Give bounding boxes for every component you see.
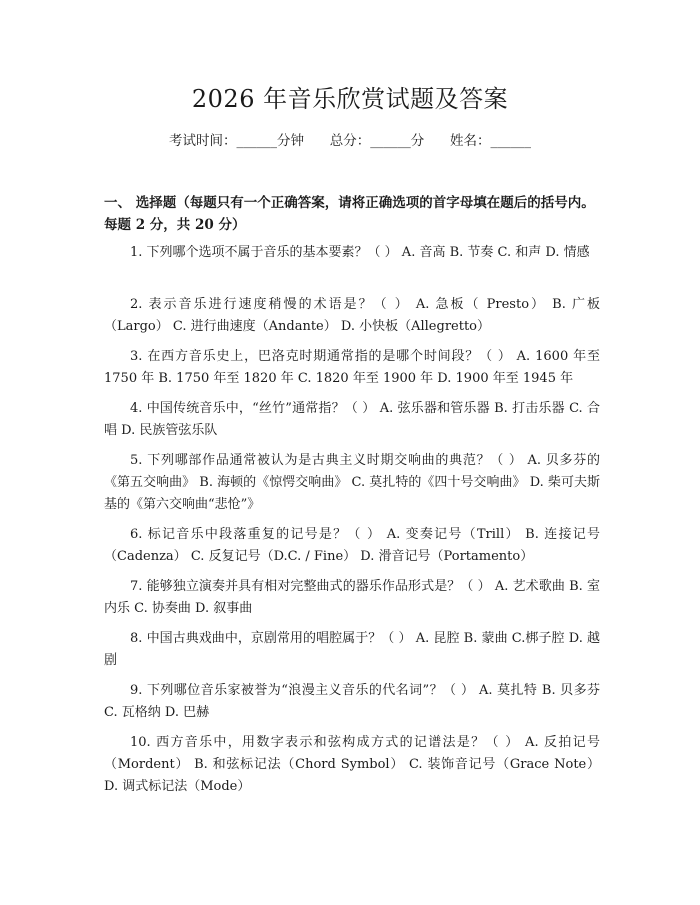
question-3: 3. 在西方音乐史上，巴洛克时期通常指的是哪个时间段？（ ） A. 1600 年至 1750 年 B. 1750 年至 1820 年 C. 1820 年至 1900 年 D. 1900 年至 1945 年 [104,349,600,386]
question-9: 9. 下列哪位音乐家被誉为“浪漫主义音乐的代名词”？（ ） A. 莫扎特 B. 贝多芬 C. 瓦格纳 D. 巴赫 [104,683,600,720]
question-4: 4. 中国传统音乐中，“丝竹”通常指？（ ） A. 弦乐器和管乐器 B. 打击乐器 C. 合唱 D. 民族管弦乐队 [104,401,600,438]
question-2: 2. 表示音乐进行速度稍慢的术语是？（ ） A. 急板（ Presto） B. 广板（Largo） C. 进行曲速度（Andante） D. 小快板（Allegretto） [104,297,600,334]
page-title: 2026 年音乐欣赏试题及答案 [191,85,509,113]
question-5: 5. 下列哪部作品通常被认为是古典主义时期交响曲的典范？（ ） A. 贝多芬的《第五交响曲》 B. 海顿的《惊愕交响曲》 C. 莫扎特的《四十号交响曲》 D. 柴可夫斯基的《第六交响曲“悲怆”》 [104,453,600,512]
question-8: 8. 中国古典戏曲中，京剧常用的唱腔属于？（ ） A. 昆腔 B. 蒙曲 C.梆子腔 D. 越剧 [104,631,600,668]
question-10: 10. 西方音乐中，用数字表示和弦构成方式的记谱法是？（ ） A. 反拍记号（Mordent） B. 和弦标记法（Chord Symbol） C. 装饰音记号（Grace Note） D. 调式标记法（Mode） [104,735,600,794]
question-7: 7. 能够独立演奏并具有相对完整曲式的器乐作品形式是？（ ） A. 艺术歌曲 B. 室内乐 C. 协奏曲 D. 叙事曲 [104,579,600,616]
exam-info-line: 考试时间：______分钟 总分：______分 姓名：______ [169,133,531,149]
question-6: 6. 标记音乐中段落重复的记号是？（ ） A. 变奏记号（Trill） B. 连接记号（Cadenza） C. 反复记号（D.C. / Fine） D. 滑音记号（Portamento） [104,527,600,564]
question-1: 1. 下列哪个选项不属于音乐的基本要素？（ ） A. 音高 B. 节奏 C. 和声 D. 情感 [130,245,590,260]
section-heading: 一、 选择题（每题只有一个正确答案，请将正确选项的首字母填在题后的括号内。每题 2 分，共 20 分） [104,195,595,233]
